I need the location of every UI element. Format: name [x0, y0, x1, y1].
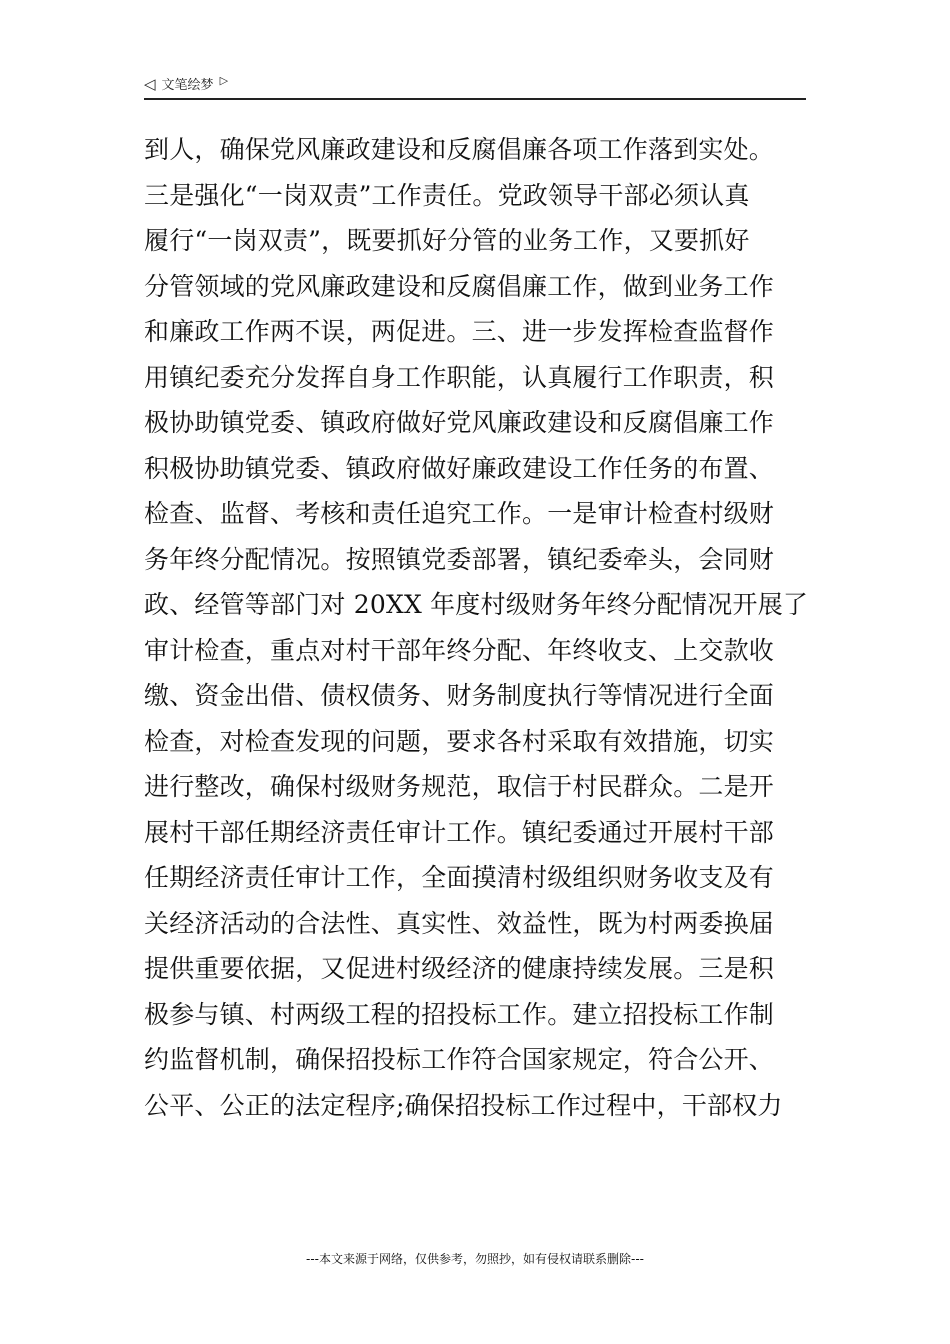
- page-header: [144, 72, 806, 100]
- footer-disclaimer: ---本文来源于网络，仅供参考，勿照抄，如有侵权请联系删除---: [306, 1252, 644, 1266]
- text-line: 检查，对检查发现的问题，要求各村采取有效措施，切实: [144, 726, 775, 756]
- text-line: 缴、资金出借、债权债务、财务制度执行等情况进行全面: [144, 681, 775, 710]
- left-triangle-icon: ◁: [144, 74, 156, 93]
- text-line: 履行“一岗双责”，既要抓好分管的业务工作，又要抓好: [144, 226, 750, 255]
- text-line: 公平、公正的法定程序;确保招投标工作过程中，干部权力: [144, 1090, 783, 1120]
- text-line: 政、经管等部门对 20XX 年度村级财务年终分配情况开展了: [144, 590, 809, 619]
- text-line: 任期经济责任审计工作，全面摸清村级组织财务收支及有: [144, 863, 775, 892]
- text-line: 约监督机制，确保招投标工作符合国家规定，符合公开、: [144, 1045, 775, 1074]
- text-line: 极参与镇、村两级工程的招投标工作。建立招投标工作制: [144, 999, 775, 1029]
- text-line: 检查、监督、考核和责任追究工作。一是审计检查村级财: [144, 499, 775, 528]
- header-title: 文笔绘梦: [161, 78, 214, 93]
- document-body: [144, 127, 812, 1128]
- text-line: 到人，确保党风廉政建设和反腐倡廉各项工作落到实处。: [144, 135, 775, 164]
- text-line: 三是强化“一岗双责”工作责任。党政领导干部必须认真: [144, 180, 750, 210]
- text-line: 极协助镇党委、镇政府做好党风廉政建设和反腐倡廉工作: [144, 408, 775, 437]
- text-line: 进行整改，确保村级财务规范，取信于村民群众。二是开: [144, 772, 775, 801]
- text-line: 关经济活动的合法性、真实性、效益性，既为村两委换届: [144, 908, 775, 938]
- text-line: 分管领域的党风廉政建设和反腐倡廉工作，做到业务工作: [144, 271, 775, 301]
- text-line: 提供重要依据，又促进村级经济的健康持续发展。三是积: [144, 954, 775, 983]
- text-line: 积极协助镇党委、镇政府做好廉政建设工作任务的布置、: [144, 453, 775, 483]
- text-line: 和廉政工作两不误，两促进。三、进一步发挥检查监督作: [144, 317, 775, 346]
- text-line: 务年终分配情况。按照镇党委部署，镇纪委牵头，会同财: [144, 544, 775, 574]
- header-brand: [144, 74, 228, 93]
- text-line: 用镇纪委充分发挥自身工作职能，认真履行工作职责，积: [144, 362, 775, 392]
- right-triangle-icon: ▷: [219, 73, 229, 87]
- text-line: 审计检查，重点对村干部年终分配、年终收支、上交款收: [144, 635, 775, 665]
- text-line: 展村干部任期经济责任审计工作。镇纪委通过开展村干部: [144, 817, 775, 847]
